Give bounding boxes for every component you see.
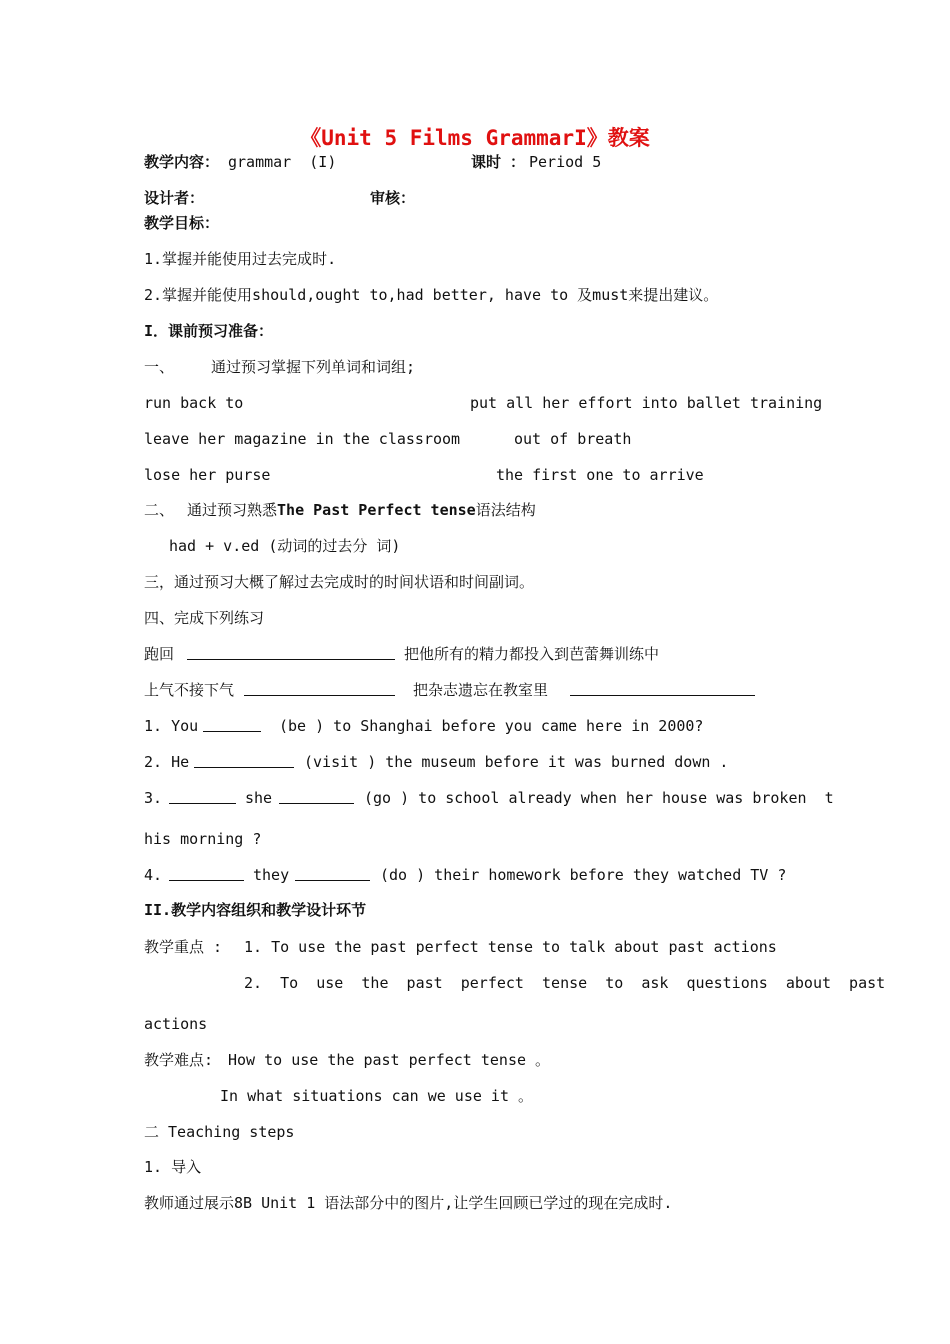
key-point-2: 2. To use the past perfect tense to ask questions about past <box>244 974 886 992</box>
section2-heading: II.教学内容组织和教学设计环节 <box>144 901 367 919</box>
answer-blank[interactable] <box>187 645 395 660</box>
phrase: lose her purse <box>144 466 271 484</box>
answer-blank[interactable] <box>169 789 236 804</box>
objectives-label: 教学目标： <box>144 214 220 232</box>
exercise-4: 4. <box>144 866 163 884</box>
key-points-label: 教学重点 : <box>144 938 223 956</box>
content-label: 教学内容： <box>144 153 220 171</box>
phrase: put all her effort into ballet training <box>470 394 823 412</box>
part2-text <box>187 500 536 520</box>
objective-2: 2.掌握并能使用should,ought to,had better, have to 及must来提出建议。 <box>144 286 719 304</box>
part1-label: 一、 <box>144 358 175 376</box>
difficulty-1: How to use the past perfect tense 。 <box>228 1051 551 1069</box>
objective-1: 1.掌握并能使用过去完成时. <box>144 250 337 268</box>
key-point-1: 1. To use the past perfect tense to talk about past actions <box>244 938 777 956</box>
part2-post: 语法结构 <box>475 501 536 519</box>
part4-text: 四、完成下列练习 <box>144 609 265 627</box>
answer-blank[interactable] <box>570 681 755 696</box>
answer-blank[interactable] <box>295 866 370 881</box>
exercise-3-mid: she <box>245 789 273 807</box>
translation-2: 把他所有的精力都投入到芭蕾舞训练中 <box>404 645 660 663</box>
document-title: 《Unit 5 Films GrammarI》教案 <box>300 126 650 150</box>
content-value: grammar (I) <box>228 153 337 171</box>
exercise-2-rest: (visit ) the museum before it was burned down . <box>304 753 729 771</box>
exercise-3-cont: his morning ? <box>144 830 262 848</box>
answer-blank[interactable] <box>244 681 395 696</box>
designer-label: 设计者： <box>144 189 205 207</box>
difficulty-2: In what situations can we use it 。 <box>220 1087 534 1105</box>
part2-pre: 通过预习熟悉 <box>187 501 278 519</box>
exercise-2: 2. He <box>144 753 190 771</box>
answer-blank[interactable] <box>279 789 354 804</box>
part1-text: 通过预习掌握下列单词和词组; <box>211 358 416 376</box>
exercise-1-rest: (be ) to Shanghai before you came here in 2000? <box>279 717 704 735</box>
phrase: run back to <box>144 394 244 412</box>
phrase: leave her magazine in the classroom <box>144 430 461 448</box>
step-1: 1. 导入 <box>144 1158 202 1176</box>
translation-1: 跑回 <box>144 645 175 663</box>
exercise-3-rest: (go ) to school already when her house was broken t <box>364 789 834 807</box>
part3-text: 三，通过预习大概了解过去完成时的时间状语和时间副词。 <box>144 573 535 591</box>
translation-4: 把杂志遗忘在教室里 <box>413 681 549 699</box>
translation-3: 上气不接下气 <box>144 681 235 699</box>
key-point-2-cont: actions <box>144 1015 208 1033</box>
phrase: the first one to arrive <box>496 466 704 484</box>
answer-blank[interactable] <box>203 717 261 732</box>
period-label: 课时 ： <box>471 153 526 171</box>
reviewer-label: 审核： <box>370 189 416 207</box>
past-perfect-term: The Past Perfect tense <box>277 501 476 519</box>
answer-blank[interactable] <box>194 753 294 768</box>
formula: had + v.ed (动词的过去分 词) <box>169 537 401 555</box>
period-value: Period 5 <box>529 153 602 171</box>
exercise-1: 1. You <box>144 717 199 735</box>
difficulty-label: 教学难点: <box>144 1051 214 1069</box>
part2-label: 二、 <box>144 501 175 519</box>
section1-heading: I．课前预习准备： <box>144 322 274 340</box>
steps-heading: 二 Teaching steps <box>144 1123 295 1141</box>
exercise-3: 3. <box>144 789 163 807</box>
phrase: out of breath <box>514 430 632 448</box>
exercise-4-rest: (do ) their homework before they watched TV ? <box>380 866 787 884</box>
answer-blank[interactable] <box>169 866 244 881</box>
exercise-4-mid: they <box>253 866 290 884</box>
step-1-text: 教师通过展示8B Unit 1 语法部分中的图片,让学生回顾已学过的现在完成时. <box>144 1194 673 1212</box>
